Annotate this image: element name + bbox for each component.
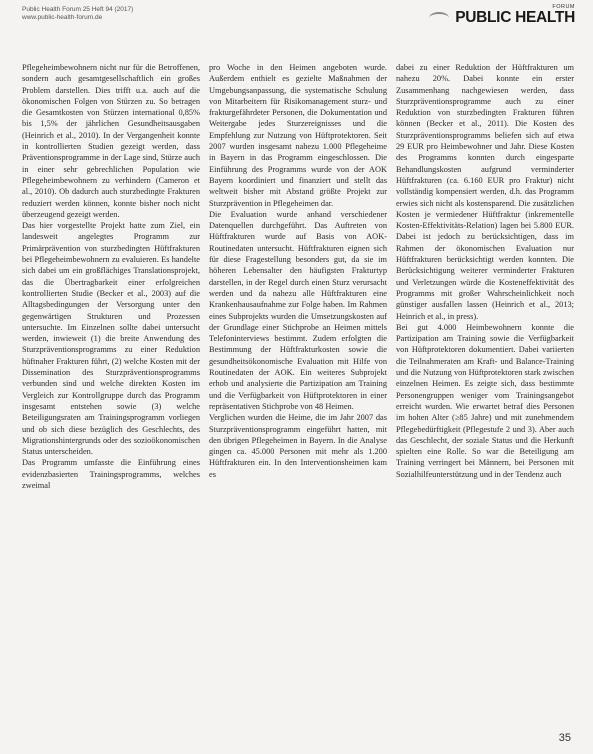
text-column-2 [209,62,387,730]
journal-citation: Public Health Forum 25 Heft 94 (2017) [22,6,134,13]
paragraph: Pflegeheimbewohnern nicht nur für die Betroffenen, sondern auch gesamtgesellschaftlich ein großes Problem darstellen. Dies trifft u.a. auch auf die ökonomischen Folgen von Stürzen zu. So betragen die Gesamtkosten von Stürzen international 0,85% bis 1,5% der jährlichen Gesundheitsausgaben (Heinrich et al., 2010). In der Vergangenheit konnte in kontrollierten Studien gezeigt werden, dass Präventionsprogramme in der Lage sind, Stürze auch in einer sehr gebrechlichen Population wie Pflegeheimbewohnern zu verhindern (Cameron et al., 2010). Ob dadurch auch sturzbedingte Frakturen reduziert werden können, konnte bisher noch nicht überzeugend gezeigt werden. [22,63,200,219]
public-health-forum-logo [455,4,575,27]
paragraph: dabei zu einer Reduktion der Hüftfrakturen um nahezu 20%. Dabei konnte ein erster Zusammenhang nachgewiesen werden, dass Sturzpräventionsprogramme auch zu einer Reduktion von sturzbedingten Frakturen führen können (Becker et al., 2011). Die Kosten des Sturzpräventionsprogramms beliefen sich auf etwa 29 EUR pro Heimbewohner und Jahr. Diese Kosten des Programms konnten durch eingesparte Behandlungskosten aufgrund verminderter Hüftfrakturen (ca. 6.160 EUR pro Fraktur) nicht vollständig kompensiert werden, d.h. das Programm erwies sich nicht als kostensparend. Die zusätzlichen Kosten je vermiedener Hüftfraktur (inkrementelle Kosten-Effektivitäts-Relation) lagen bei 5.800 EUR. Dabei ist jedoch zu berücksichtigen, dass im Rahmen der ökonomischen Evaluation nur Hüftfrakturen berücksichtigt werden konnten. Die Berücksichtigung weiterer verminderter Frakturen und Verletzungen würde die Kosteneffektivität des Programms mit großer Wahrscheinlichkeit noch günstiger ausfallen lassen (Heinrich et al., 2013; Heinrich et al., in press). [396,63,574,321]
logo-name-text: PUBLIC HEALTH [455,9,575,26]
text-column-1 [22,62,200,730]
logo-forum-text: FORUM [552,4,575,10]
text-column-3 [396,62,574,730]
paragraph: Verglichen wurden die Heime, die im Jahr 2007 das Sturzpräventionsprogramm eingeführt hatten, mit den übrigen Pflegeheimen in Bayern. In die Analyse gingen ca. 45.000 Personen mit mehr als 1.200 Hüftfrakturen ein. In den Interventionsheimen kam es [209,413,387,479]
journal-header [22,6,133,22]
paragraph: Die Evaluation wurde anhand verschiedener Datenquellen durchgeführt. Das Auftreten von Hüftfrakturen wurde auf Basis von AOK-Routinedaten untersucht. Hüftfrakturen eignen sich für diese Fragestellung besonders gut, da sie im höheren Lebensalter den häufigsten Frakturtyp darstellen, in der Regel durch einen Sturz verursacht werden und da nahezu alle Hüftfrakturen eine Krankenhausaufnahme zur Folge haben. Im Rahmen eines Subprojekts wurden die Umsetzungskosten auf der Grundlage einer Stichprobe an Heimen mittels Telefoninterviews bestimmt. Zudem erfolgten die Bestimmung der Hüftfrakturkosten sowie die gesundheitsökonomische Evaluation mit Hilfe von Routinedaten der AOK. Ein weiteres Subprojekt erhob und analysierte die Partizipation am Training und die Verfügbarkeit von Hüftprotektoren in einer repräsentativen Stichprobe von 48 Heimen. [209,209,387,411]
page-number: 35 [558,732,571,744]
paragraph: Das Programm umfasste die Einführung eines evidenzbasierten Trainingsprogramms, welches zweimal [22,458,200,490]
journal-url: www.public-health-forum.de [22,14,103,21]
paragraph: Bei gut 4.000 Heimbewohnern konnte die Partizipation am Training sowie die Verfügbarkeit von Hüftprotektoren dokumentiert. Dabei variierten die Teilnahmeraten am Kraft- und Balance-Training und die Nutzung von Hüftprotektoren stark zwischen einzelnen Heimen. Es zeigte sich, dass bestimmte Personengruppen weniger vom Trainingsangebot erreicht wurden. Wie erwartet betraf dies Personen im hohen Alter (≥85 Jahre) und mit zunehmendem Pflegebedürftigkeit (Pflegestufe 2 und 3). Aber auch das Geschlecht, der soziale Status und die Herkunft spielten eine Rolle. So war die Beteiligung am Training verringert bei Männern, bei Personen mit Sozialhilfeunterstützung und in der Tendenz auch [396,322,574,479]
logo-swoosh-icon [429,12,449,24]
paragraph: pro Woche in den Heimen angeboten wurde. Außerdem enthielt es gezielte Maßnahmen der Umgebungsanpassung, die systematische Schulung von Mitarbeitern für Risikomanagement sturz- und frakturgefährdeter Personen, die Dokumentation und Weitergabe jedes Sturzereignisses und die Empfehlung zur Nutzung von Hüftprotektoren. Seit 2007 wurden insgesamt nahezu 1.000 Pflegeheime in Bayern in das Programm eingeschlossen. Die Einführung des Programms wurde von der AOK Bayern koordiniert und finanziert und stellt das weltweit bisher mit Abstand größte Projekt zur Sturzprävention in Pflegeheimen dar. [209,63,387,208]
article-body [22,62,574,730]
paragraph: Das hier vorgestellte Projekt hatte zum Ziel, ein landesweit angelegtes Programm zur Primärprävention von sturzbedingten Hüftfrakturen bei Pflegeheimbewohnern zu evaluieren. Es handelte sich dabei um ein großflächiges Translationsprojekt, das die Übertragbarkeit einer erfolgreichen kontrollierten Studie (Becker et al., 2003) auf die Alltagsbedingungen der Versorgung unter den gegenwärtigen Strukturen und Prozessen untersuchte. Im Einzelnen sollte dabei untersucht werden, inwieweit (1) die breite Anwendung des Sturzpräventionsprogramms zu einer Reduktion hüftnaher Frakturen führt, (2) welche Kosten mit der Dissemination des Sturzpräventionsprogramms verbunden sind und welche direkten Kosten im Vergleich zur Kontrollgruppe durch das Programm insgesamt entstehen sowie (3) welche Beteiligungsraten am Trainingsprogramm vorliegen und ob sich diese bezüglich des Geschlechts, des Migrationshintergrunds oder des sozioökonomischen Status unterscheiden. [22,221,200,457]
